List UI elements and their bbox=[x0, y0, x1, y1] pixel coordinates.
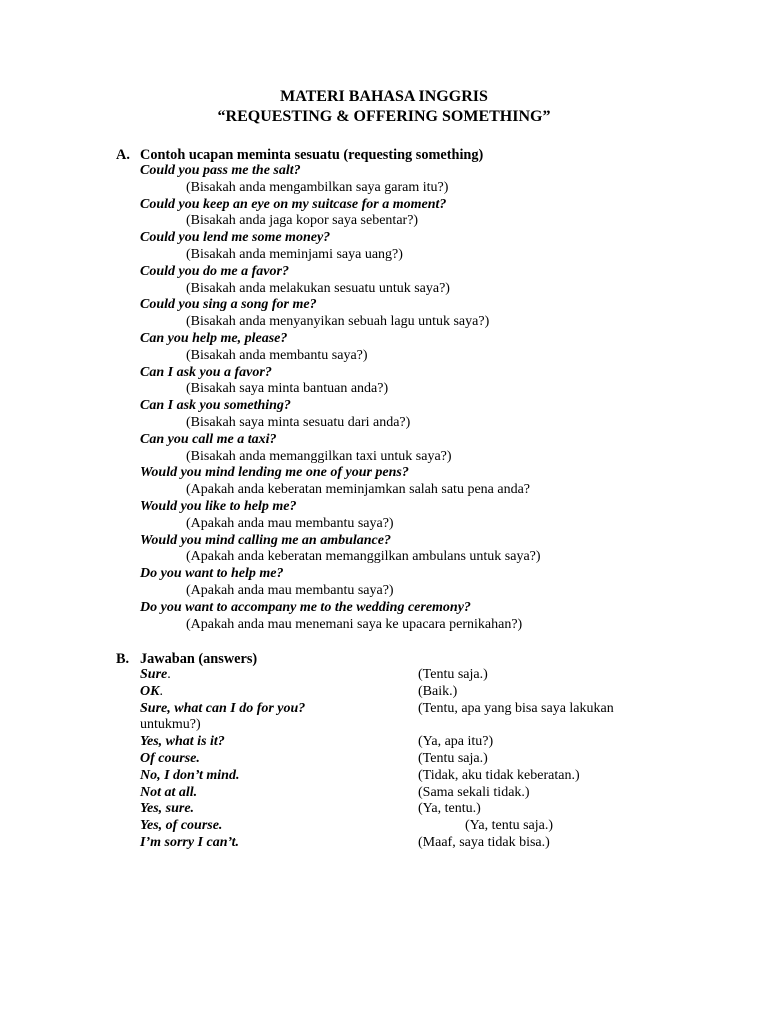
answer-english-text: Sure bbox=[140, 667, 168, 682]
answer-translation: (Ya, tentu.) bbox=[418, 801, 481, 817]
request-item bbox=[0, 230, 768, 264]
answer-english-text: Of course. bbox=[140, 750, 200, 766]
request-item bbox=[0, 465, 768, 499]
request-item bbox=[0, 432, 768, 466]
request-item bbox=[0, 163, 768, 197]
request-english: Can you call me a taxi? bbox=[140, 431, 277, 447]
request-translation: (Bisakah anda jaga kopor saya sebentar?) bbox=[186, 213, 419, 229]
request-english: Could you keep an eye on my suitcase for a moment? bbox=[140, 196, 447, 212]
request-item bbox=[0, 600, 768, 634]
request-english: Would you mind calling me an ambulance? bbox=[140, 532, 391, 548]
answer-english bbox=[140, 818, 222, 835]
answer-english bbox=[140, 684, 163, 701]
request-translation: (Apakah anda mau membantu saya?) bbox=[186, 582, 394, 598]
answer-english bbox=[140, 801, 194, 818]
answer-translation: (Tentu saja.) bbox=[418, 750, 488, 766]
answer-english bbox=[140, 835, 239, 852]
answer-item bbox=[0, 734, 768, 751]
request-item bbox=[0, 264, 768, 298]
request-translation: (Bisakah anda menyanyikan sebuah lagu untuk saya?) bbox=[186, 314, 490, 330]
request-translation: (Bisakah anda melakukan sesuatu untuk saya?) bbox=[186, 280, 450, 296]
answer-english-text: OK bbox=[140, 683, 160, 699]
request-english: Do you want to help me? bbox=[140, 566, 284, 582]
request-item bbox=[0, 297, 768, 331]
document-title: MATERI BAHASA INGGRIS bbox=[280, 88, 488, 105]
answer-english bbox=[140, 734, 225, 751]
request-english: Do you want to accompany me to the wedding ceremony? bbox=[140, 599, 471, 615]
request-english: Can you help me, please? bbox=[140, 330, 288, 346]
answer-translation: (Tentu, apa yang bisa saya lakukan bbox=[418, 700, 614, 716]
request-english: Would you mind lending me one of your pens? bbox=[140, 465, 409, 481]
answer-english-text: I’m sorry I can’t. bbox=[140, 834, 240, 850]
answer-english bbox=[140, 751, 200, 768]
request-english: Could you pass me the salt? bbox=[140, 163, 301, 178]
answer-english-text: Not at all. bbox=[140, 784, 198, 800]
request-translation: (Apakah anda mau membantu saya?) bbox=[186, 515, 394, 531]
request-english: Could you lend me some money? bbox=[140, 230, 331, 246]
answer-item bbox=[0, 768, 768, 785]
answer-item bbox=[0, 701, 768, 735]
answer-item bbox=[0, 751, 768, 768]
request-translation: (Bisakah anda memanggilkan taxi untuk saya?) bbox=[186, 448, 452, 464]
answer-translation: (Baik.) bbox=[418, 683, 458, 699]
section-a-heading bbox=[116, 147, 483, 164]
answer-punctuation: . bbox=[167, 667, 171, 682]
request-translation: (Bisakah saya minta bantuan anda?) bbox=[186, 381, 389, 397]
answer-english bbox=[140, 667, 171, 684]
request-english: Can I ask you a favor? bbox=[140, 364, 272, 380]
answer-translation-continued: untukmu?) bbox=[140, 717, 201, 733]
answer-english bbox=[140, 701, 305, 718]
request-item bbox=[0, 197, 768, 231]
request-item bbox=[0, 566, 768, 600]
answer-english-text: No, I don’t mind. bbox=[140, 767, 240, 783]
request-translation: (Apakah anda keberatan meminjamkan salah satu pena anda? bbox=[186, 482, 531, 498]
section-a-title: Contoh ucapan meminta sesuatu (requesting something) bbox=[140, 147, 484, 163]
answer-item bbox=[0, 818, 768, 835]
answer-translation: (Tidak, aku tidak keberatan.) bbox=[418, 767, 580, 783]
answer-english-text: Sure, what can I do for you? bbox=[140, 700, 306, 716]
request-list bbox=[0, 163, 768, 633]
section-b-title: Jawaban (answers) bbox=[140, 651, 258, 667]
answer-translation: (Ya, apa itu?) bbox=[418, 734, 494, 750]
answer-english-text: Yes, sure. bbox=[140, 801, 195, 817]
request-english: Can I ask you something? bbox=[140, 398, 291, 414]
request-translation: (Apakah anda keberatan memanggilkan ambulans untuk saya?) bbox=[186, 549, 541, 565]
answer-item bbox=[0, 667, 768, 684]
request-translation: (Bisakah anda membantu saya?) bbox=[186, 347, 368, 363]
answer-translation: (Maaf, saya tidak bisa.) bbox=[418, 834, 550, 850]
request-translation: (Bisakah anda meminjami saya uang?) bbox=[186, 246, 403, 262]
answer-item bbox=[0, 835, 768, 852]
section-b-letter: B. bbox=[116, 651, 130, 667]
request-item bbox=[0, 533, 768, 567]
answer-punctuation: . bbox=[159, 683, 163, 699]
request-translation: (Apakah anda mau menemani saya ke upacara pernikahan?) bbox=[186, 616, 523, 632]
request-english: Could you do me a favor? bbox=[140, 263, 289, 279]
answer-english bbox=[140, 768, 239, 785]
request-translation: (Bisakah anda mengambilkan saya garam itu?) bbox=[186, 179, 449, 195]
request-english: Could you sing a song for me? bbox=[140, 297, 317, 313]
request-item bbox=[0, 499, 768, 533]
answer-item bbox=[0, 684, 768, 701]
section-a-letter: A. bbox=[116, 147, 130, 163]
request-translation: (Bisakah saya minta sesuatu dari anda?) bbox=[186, 414, 411, 430]
request-item bbox=[0, 365, 768, 399]
answer-translation: (Tentu saja.) bbox=[418, 667, 488, 682]
request-item bbox=[0, 331, 768, 365]
answer-item bbox=[0, 801, 768, 818]
request-item bbox=[0, 398, 768, 432]
answer-list bbox=[0, 667, 768, 852]
answer-translation: (Ya, tentu saja.) bbox=[465, 818, 554, 834]
section-b-heading bbox=[116, 651, 257, 668]
document-subtitle: “REQUESTING & OFFERING SOMETHING” bbox=[217, 108, 551, 125]
answer-english bbox=[140, 785, 197, 802]
answer-item bbox=[0, 785, 768, 802]
answer-translation: (Sama sekali tidak.) bbox=[418, 784, 530, 800]
answer-english-text: Yes, of course. bbox=[140, 818, 223, 834]
answer-english-text: Yes, what is it? bbox=[140, 734, 225, 750]
request-english: Would you like to help me? bbox=[140, 498, 297, 514]
